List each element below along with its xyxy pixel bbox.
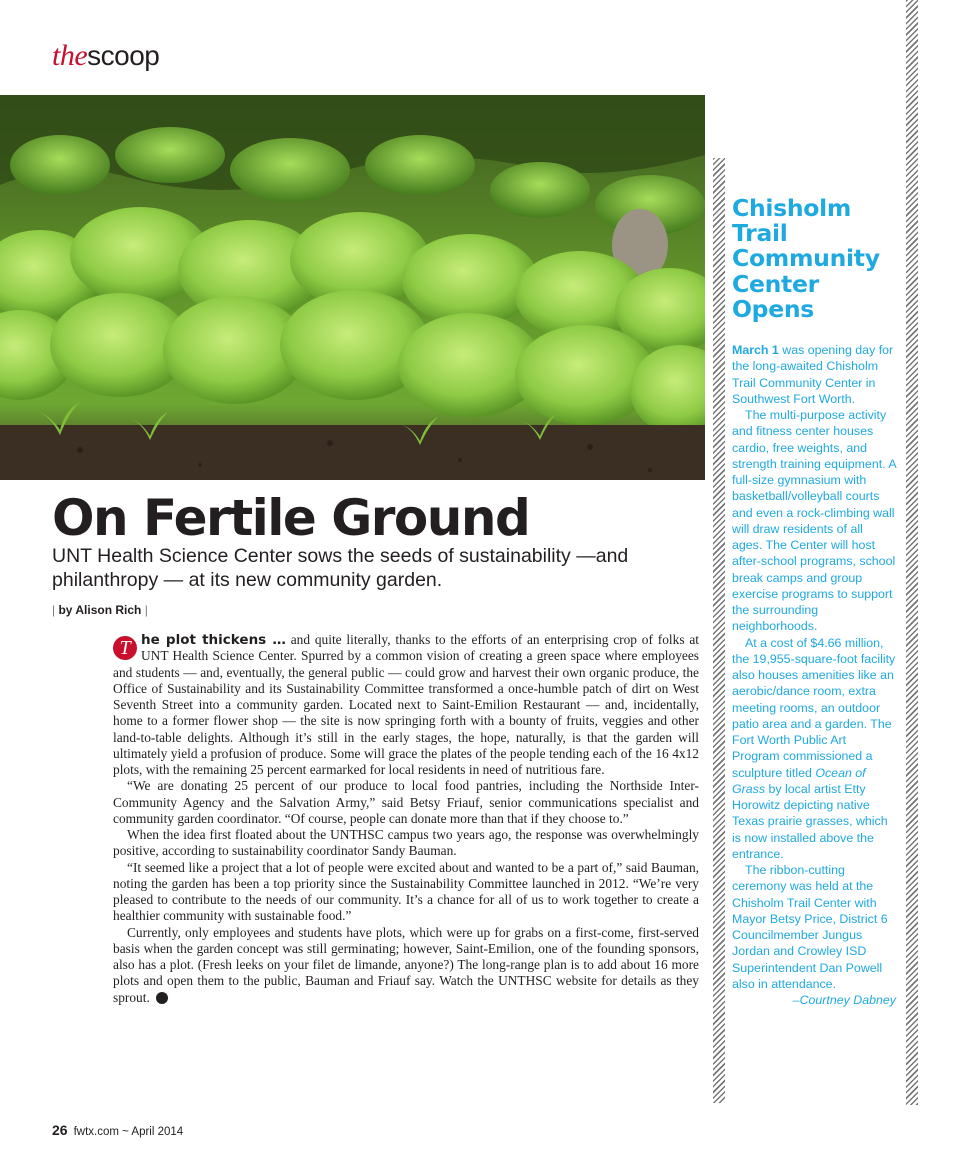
decorative-stripe-column	[713, 158, 725, 1103]
sidebar-title: Chisholm Trail Community Center Opens	[732, 194, 880, 323]
folio-text: fwtx.com ~ April 2014	[73, 1126, 184, 1138]
paragraph: “It seemed like a project that a lot of people were excited about and wanted to be a part of,” said Bauman, noting the garden has been a top priority since the Sustainability Committee launched in 2012. “We’re very pleased to contribute to the needs of our community. It’s a chance for all of us to work together to create a healthier community with sustainable food.”	[113, 859, 699, 924]
paragraph	[113, 632, 699, 778]
sidebar-text: was opening day for the long-awaited Chisholm Trail Community Center in Southwest Fort Worth.	[732, 343, 894, 406]
paragraph-text: and quite literally, thanks to the efforts of an enterprising crop of folks at UNT Health Science Center. Spurred by a common vision of creating a green space where employees and students — and, eventually, the general public — could grow and harvest their own organic produce, the Office of Sustainability and its Sustainability Committee transformed a once-humble patch of dirt on West Seventh Street into a community garden. Located next to Saint-Emilion Restaurant — and, incidentally, home to a former flower shop — the site is now springing forth with a bounty of fruits, veggies and other land-to-table delights. Although it’s still in the early stages, the hope, naturally, is that the garden will ultimately yield a profusion of produce. Some will grace the plates of the people tending each of the 16 4x12 plots, with the remaining 25 percent earmarked for local residents in need of nutritious fare.	[113, 632, 700, 777]
sidebar-credit: –Courtney Dabney	[792, 993, 896, 1007]
drop-cap: T	[113, 636, 137, 660]
article-headline: On Fertile Ground	[52, 489, 530, 547]
sidebar-lead: March 1	[732, 343, 779, 357]
section-header-the: the	[52, 39, 88, 72]
section-header-scoop: scoop	[87, 40, 160, 71]
decorative-stripe-right	[906, 0, 918, 1105]
section-header	[52, 40, 159, 72]
paragraph	[113, 925, 699, 1006]
byline-divider: |	[144, 603, 148, 617]
sidebar-paragraph	[732, 635, 896, 863]
sidebar-paragraph: The multi-purpose activity and fitness center houses cardio, free weights, and strength training equipment. A full-size gymnasium with basketball/volleyball courts and even a rock-climbing wall will draw residents of all ages. The Center will host after-school programs, school break camps and group exercise programs to support the surrounding neighborhoods.	[732, 408, 896, 634]
lead-in: he plot thickens …	[141, 632, 286, 648]
page-number: 26	[52, 1122, 68, 1138]
sidebar-paragraph	[732, 342, 896, 407]
garden-photo	[0, 95, 705, 480]
sidebar-text: At a cost of $4.66 million, the 19,955-square-foot facility also houses amenities like an aerobic/dance room, extra meeting rooms, an outdoor patio area and a garden. The Fort Worth Public Art Program commissioned a sculpture titled	[732, 635, 896, 780]
article-deck: UNT Health Science Center sows the seeds of sustainability —and philanthropy — at its new community garden.	[52, 545, 629, 591]
paragraph: “We are donating 25 percent of our produce to local food pantries, including the Northside Inter-Community Agency and the Salvation Army,” said Betsy Friauf, senior communications specialist and community garden coordinator. “Of course, people can donate more than that if they choose to.”	[113, 778, 699, 826]
sidebar-text: by local artist Etty Horowitz depicting native Texas prairie grasses, which is now installed above the entrance.	[732, 781, 888, 861]
byline-author: by Alison Rich	[58, 603, 142, 617]
artwork-title: Ocean of Grass	[732, 765, 866, 796]
paragraph: When the idea first floated about the UNTHSC campus two years ago, the response was overwhelmingly positive, according to sustainability coordinator Sandy Bauman.	[113, 827, 699, 859]
end-mark-logo: fw	[156, 992, 168, 1004]
article-byline	[52, 603, 148, 617]
page-folio	[52, 1122, 183, 1138]
sidebar-paragraph: The ribbon-cutting ceremony was held at the Chisholm Trail Center with Mayor Betsy Price, District 6 Councilmember Jungus Jordan and Crowley ISD Superintendent Dan Powell also in attendance.	[732, 863, 888, 991]
article-body	[113, 632, 699, 1006]
sidebar-body	[732, 342, 896, 1008]
byline-divider: |	[52, 603, 56, 617]
paragraph-text: Currently, only employees and students have plots, which were up for grabs on a first-come, first-served basis when the garden concept was still germinating; however, Saint-Emilion, one of the founding sponsors, also has a plot. (Fresh leeks on your filet de limande, anyone?) The long-range plan is to add about 16 more plots and open them to the public, Bauman and Friauf say. Watch the UNTHSC website for details as they sprout.	[113, 924, 699, 1005]
